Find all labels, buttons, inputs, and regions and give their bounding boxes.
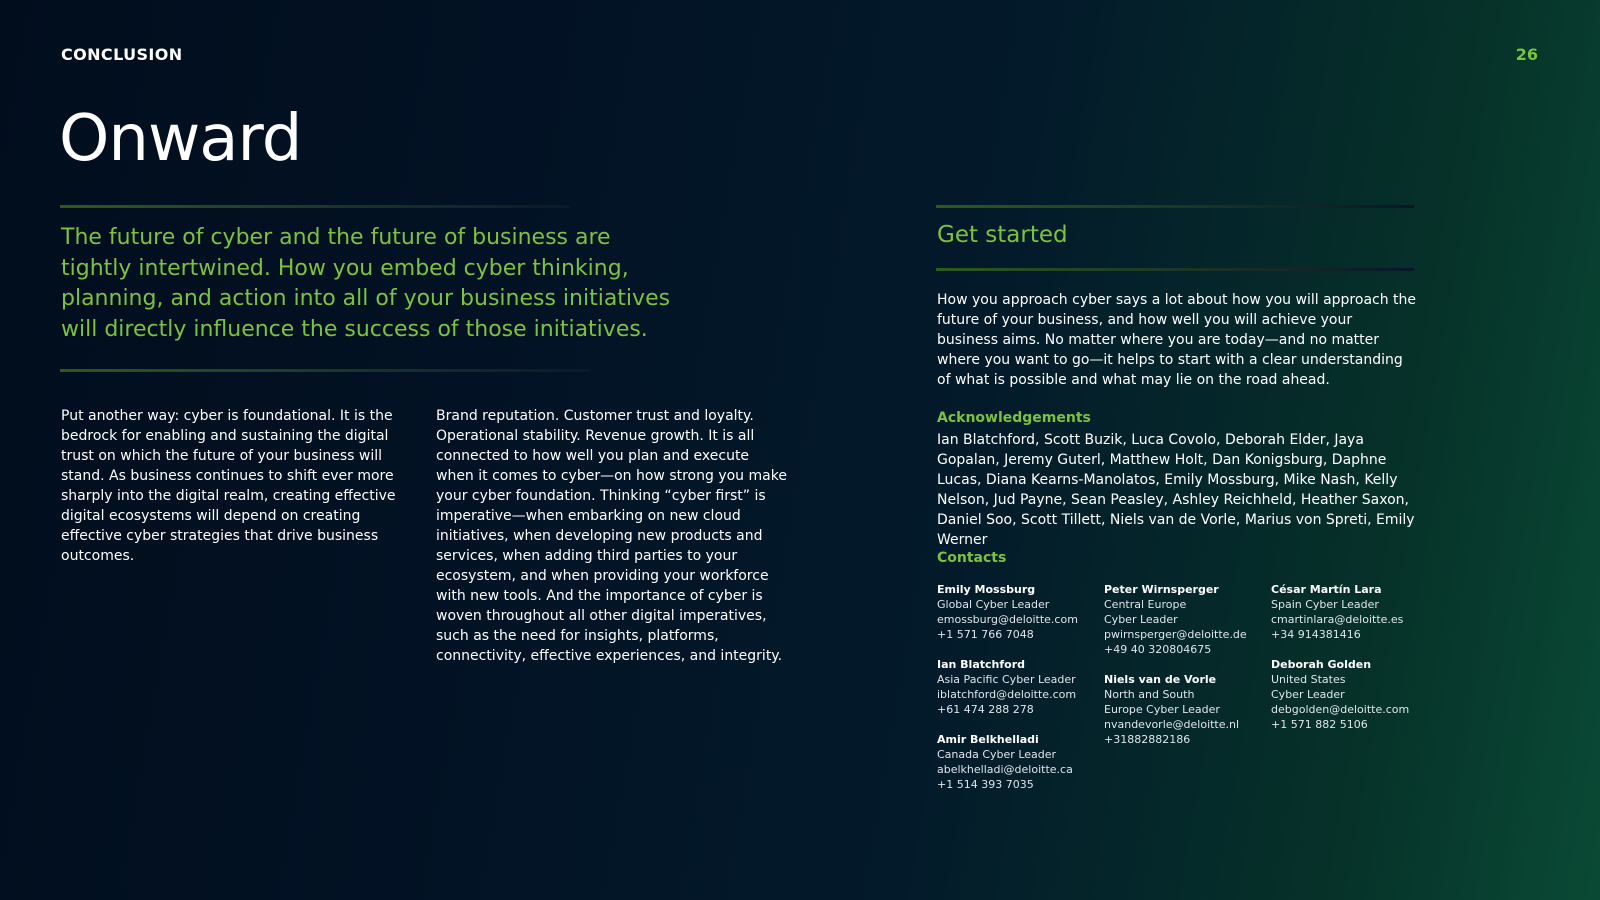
contact-email-link[interactable]: iblatchford@deloitte.com — [937, 688, 1077, 701]
divider-top-right — [936, 205, 1414, 208]
contact-email-link[interactable]: pwirnsperger@deloitte.de — [1104, 628, 1247, 641]
contact-card — [1271, 657, 1436, 732]
contact-card — [1271, 582, 1436, 642]
contact-title: Europe Cyber Leader — [1104, 703, 1220, 716]
contacts-column-3 — [1271, 582, 1436, 747]
contact-title: United States — [1271, 673, 1346, 686]
contact-card — [1104, 582, 1269, 657]
contact-name: Niels van de Vorle — [1104, 673, 1217, 686]
intro-text: The future of cyber and the future of business are tightly intertwined. How you embed cyber thinking, planning, and action into all of your business initiatives will directly influence the success of those initiatives. — [61, 225, 671, 342]
contact-title: Global Cyber Leader — [937, 598, 1050, 611]
contact-email-link[interactable]: debgolden@deloitte.com — [1271, 703, 1410, 716]
contact-email-link[interactable]: cmartinlara@deloitte.es — [1271, 613, 1404, 626]
contact-phone: +31882882186 — [1104, 733, 1191, 746]
contact-name: Emily Mossburg — [937, 583, 1036, 596]
contacts-column-1 — [937, 582, 1102, 807]
get-started-text: How you approach cyber says a lot about how you will approach the future of your business, and how well you will achieve your business aims. No matter where you are today—and no matter where you want to go—it helps to start with a clear understanding of what is possible and what may lie on the road ahead. — [937, 292, 1417, 388]
get-started-heading: Get started — [937, 222, 1068, 248]
page-title: Onward — [59, 102, 302, 176]
body-column-2: Brand reputation. Customer trust and loyalty. Operational stability. Revenue growth. It is all connected to how well you plan and execute when it comes to cyber—on how strong you make your cyber foundation. Thinking “cyber first” is imperative—when embarking on new cloud initiatives, when developing new products and services, when adding third parties to your ecosystem, and when providing your workforce with new tools. And the importance of cyber is woven throughout all other digital imperatives, such as the need for insights, platforms, connectivity, effective experiences, and integrity. — [436, 408, 787, 664]
contact-title: Spain Cyber Leader — [1271, 598, 1379, 611]
contact-title: Canada Cyber Leader — [937, 748, 1057, 761]
acknowledgements-heading: Acknowledgements — [937, 410, 1091, 426]
contact-card — [937, 732, 1102, 792]
contact-phone: +1 571 882 5106 — [1271, 718, 1368, 731]
contact-phone: +1 514 393 7035 — [937, 778, 1034, 791]
contact-title: Central Europe — [1104, 598, 1187, 611]
divider-get-started — [936, 268, 1414, 271]
contact-title: Cyber Leader — [1104, 613, 1178, 626]
contact-name: César Martín Lara — [1271, 583, 1382, 596]
contact-name: Deborah Golden — [1271, 658, 1372, 671]
contact-phone: +49 40 320804675 — [1104, 643, 1212, 656]
contact-email-link[interactable]: emossburg@deloitte.com — [937, 613, 1078, 626]
divider-mid-left — [60, 369, 590, 372]
contact-card — [937, 657, 1102, 717]
contact-title: North and South — [1104, 688, 1195, 701]
contact-name: Peter Wirnsperger — [1104, 583, 1219, 596]
contact-email-link[interactable]: abelkhelladi@deloitte.ca — [937, 763, 1073, 776]
contact-phone: +34 914381416 — [1271, 628, 1361, 641]
contacts-heading: Contacts — [937, 550, 1007, 566]
contact-card — [937, 582, 1102, 642]
divider-top-left — [60, 205, 570, 208]
contact-name: Ian Blatchford — [937, 658, 1026, 671]
contact-phone: +1 571 766 7048 — [937, 628, 1034, 641]
contact-name: Amir Belkhelladi — [937, 733, 1039, 746]
contact-email-link[interactable]: nvandevorle@deloitte.nl — [1104, 718, 1240, 731]
page-number: 26 — [1515, 45, 1538, 64]
contact-card — [1104, 672, 1269, 747]
contact-title: Asia Pacific Cyber Leader — [937, 673, 1076, 686]
contact-title: Cyber Leader — [1271, 688, 1345, 701]
acknowledgements-names: Ian Blatchford, Scott Buzik, Luca Covolo, Deborah Elder, Jaya Gopalan, Jeremy Guterl, Matthew Holt, Dan Konigsburg, Daphne Lucas, Diana Kearns-Manolatos, Emily Mossburg, Mike Nash, Kelly Nelson, Jud Payne, Sean Peasley, Ashley Reichheld, Heather Saxon, Daniel Soo, Scott Tillett, Niels van de Vorle, Marius von Spreti, Emily Werner — [937, 432, 1415, 548]
body-column-1: Put another way: cyber is foundational. It is the bedrock for enabling and sustaining the digital trust on which the future of your business will stand. As business continues to shift ever more sharply into the digital realm, creating effective digital ecosystems will depend on creating effective cyber strategies that drive business outcomes. — [61, 408, 396, 564]
contact-phone: +61 474 288 278 — [937, 703, 1034, 716]
section-label: CONCLUSION — [61, 45, 183, 64]
contacts-column-2 — [1104, 582, 1269, 762]
